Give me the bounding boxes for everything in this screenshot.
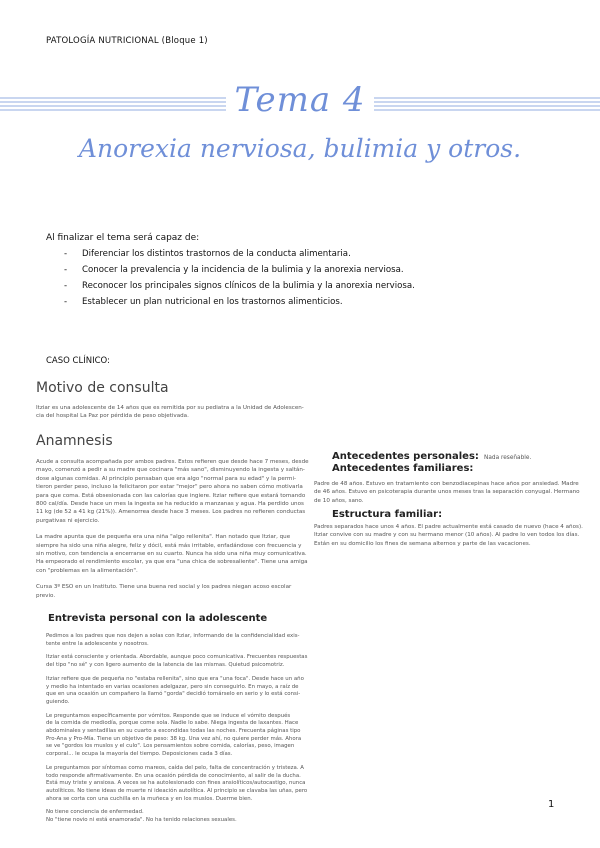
paragraph: [36, 583, 311, 600]
text-line: guiendo.: [46, 698, 70, 705]
text-line: Pro-Ana y Pro-Mía. Tiene un objetivo de peso: 38 kg. Una vez ahí, no quiere perder más. Ahora: [46, 735, 302, 742]
case-label: CASO CLÍNICO:: [46, 356, 110, 366]
motivo-text: [36, 404, 306, 421]
objective-text: Diferenciar los distintos trastornos de la conducta alimentaria.: [82, 249, 351, 259]
text-line: se ve "gordos los muslos y el culo". Los pensamientos sobre comida, calorías, peso, imagen: [46, 743, 295, 750]
text-line: corporal... le ocupa la mayoría del tiempo. Deposiciones cada 3 días.: [46, 751, 233, 758]
text-line: cia del hospital La Paz por pérdida de peso objetivada.: [36, 413, 189, 420]
objective-item: - Reconocer los principales signos clínicos de la bulimia y la anorexia nerviosa.: [64, 281, 415, 291]
text-line: Ha empeorado el rendimiento escolar, ya que era "una chica de sobresaliente". Tiene una amiga: [36, 559, 308, 566]
text-line: ahora se corta con una cuchilla en la muñeca y en los muslos. Duerme bien.: [46, 795, 253, 802]
objectives-list: [64, 249, 415, 313]
text-line: Itziar está consciente y orientada. Abordable, aunque poco comunicativa. Frecuentes respuestas: [46, 654, 308, 661]
anamnesis-text: [36, 458, 311, 600]
paragraph: [46, 713, 316, 759]
text-line: tieron perder peso, incluso la felicitaron por estar "mejor" pero ahora no saben cómo motivarla: [36, 484, 303, 491]
text-line: Itziar refiere que de pequeña no "estaba rellenita", sino que era "una foca". Desde hace un año: [46, 675, 304, 682]
objective-text: Establecer un plan nutricional en los trastornos alimenticios.: [82, 297, 343, 307]
text-line: Acude a consulta acompañada por ambos padres. Estos refieren que desde hace 7 meses, desde: [36, 459, 309, 465]
page-number: 1: [548, 799, 555, 810]
paragraph: [46, 633, 316, 648]
entrevista-heading: Entrevista personal con la adolescente: [48, 613, 268, 624]
text-line: Le preguntamos por síntomas como mareos, caída del pelo, falta de concentración y tristeza. A: [46, 764, 304, 771]
text-line: siempre ha sido una niña alegre, feliz y dócil, está más irritable, enfadándose con frecuencia y: [36, 542, 302, 549]
paragraph: [36, 533, 311, 575]
text-line: La madre apunta que de pequeña era una niña "algo rellenita". Han notado que Itziar, que: [36, 534, 291, 541]
text-line: Cursa 3º ESO en un Instituto. Tiene una buena red social y los padres niegan acoso escolar previo.: [36, 584, 292, 599]
text-line: con "problemas en la alimentación".: [36, 567, 138, 574]
text-line: No "tiene novio ni está enamorada". No ha tenido relaciones sexuales.: [46, 817, 237, 824]
paragraph: [46, 809, 316, 824]
text-line: Itziar convive con su madre y con su hermano menor (10 años). Al padre lo ven todos los días.: [314, 532, 580, 539]
topic-number: [0, 80, 600, 120]
text-line: Está muy triste y ansiosa. A veces se ha autolesionado con fines ansiolíticos/autocastigo, nunca: [46, 780, 306, 787]
text-line: No tiene conciencia de enfermedad.: [46, 809, 144, 816]
familiares-heading: Antecedentes familiares:: [332, 463, 474, 474]
text-line: abdominales y sentadillas en su cuarto a escondidas todas las noches. Frecuenta páginas tipo: [46, 728, 301, 735]
paragraph: [36, 458, 311, 525]
text-line: Padres separados hace unos 4 años. El padre actualmente está casado de nuevo (hace 4 años).: [314, 524, 583, 530]
objective-item: - Establecer un plan nutricional en los trastornos alimenticios.: [64, 297, 343, 307]
text-line: de 46 años. Estuvo en psicoterapia durante unos meses tras la separación conyugal. Hermano: [314, 489, 580, 496]
estructura-heading: Estructura familiar:: [332, 509, 443, 520]
objective-text: Conocer la prevalencia y la incidencia de la bulimia y la anorexia nerviosa.: [82, 265, 404, 275]
personales-value: Nada reseñable.: [484, 455, 532, 461]
paragraph: [46, 765, 316, 804]
text-line: dose algunas comidas. Al principio pensaban que era algo "normal para su edad" y la permi-: [36, 475, 297, 482]
estructura-text: [314, 523, 594, 548]
text-line: del tipo "no sé" y con ligero aumento de la latencia de las mismas. Quietud psicomotriz.: [46, 662, 285, 669]
text-line: de 10 años, sano.: [314, 497, 364, 504]
text-line: tente entre la adolescente y nosotros.: [46, 640, 149, 647]
paragraph: [46, 654, 316, 669]
objective-item: - Conocer la prevalencia y la incidencia de la bulimia y la anorexia nerviosa.: [64, 265, 404, 275]
text-line: autolíticos. No tiene ideas de muerte ni ideación autolítica. Al principio se clavaba las uñas, pero: [46, 787, 308, 794]
personales-heading: Antecedentes personales:: [332, 451, 479, 462]
objective-text: Reconocer los principales signos clínicos de la bulimia y la anorexia nerviosa.: [82, 281, 415, 291]
text-line: Itziar es una adolescente de 14 años que es remitida por su pediatra a la Unidad de Adolescen-: [36, 405, 304, 411]
text-line: Pedimos a los padres que nos dejen a solas con Itziar, informando de la confidencialidad exis-: [46, 633, 300, 639]
objectives-intro: Al finalizar el tema será capaz de:: [46, 233, 200, 243]
text-line: purgativas ni ejercicio.: [36, 517, 100, 524]
text-line: sin motivo, con tendencia a encerrarse en su cuarto. Nunca ha sido una niña muy comunicativa.: [36, 551, 307, 558]
text-line: que en una ocasión un compañero la llamó "gorda" decidió tomárselo en serio y lo está consi-: [46, 691, 301, 698]
text-line: Padre de 48 años. Estuvo en tratamiento con benzodiacepinas hace años por ansiedad. Madre: [314, 481, 579, 487]
text-line: mayo, comenzó a pedir a su madre que cocinara "más sano", disminuyendo la ingesta y saltán-: [36, 467, 305, 474]
entrevista-text: [46, 633, 316, 825]
motivo-heading: Motivo de consulta: [36, 380, 169, 396]
text-line: de la comida de mediodía, porque come sola. Nadie lo sabe. Niega ingesta de laxantes. Hace: [46, 720, 299, 727]
text-line: para que coma. Está obsesionada con las calorías que ingiere. Itziar refiere que estará tomando: [36, 492, 306, 499]
topic-number-text: Tema 4: [226, 80, 373, 120]
familiares-text: [314, 480, 594, 505]
anamnesis-heading: Anamnesis: [36, 433, 113, 449]
paragraph: [46, 676, 316, 707]
text-line: y medio ha intentado en varias ocasiones adelgazar, pero sin conseguirlo. En mayo, a raíz de: [46, 683, 299, 690]
document-header: PATOLOGÍA NUTRICIONAL (Bloque 1): [46, 36, 208, 46]
text-line: todo responde afirmativamente. En una ocasión pérdida de conocimiento, al salir de la ducha.: [46, 772, 301, 779]
topic-subtitle: Anorexia nerviosa, bulimia y otros.: [78, 134, 522, 163]
text-line: Están en su domicilio los fines de semana alternos y parte de las vacaciones.: [314, 540, 531, 547]
objective-item: - Diferenciar los distintos trastornos de la conducta alimentaria.: [64, 249, 351, 259]
text-line: Le preguntamos específicamente por vómitos. Responde que se induce el vómito después: [46, 712, 291, 719]
text-line: 11 kg (de 52 a 41 kg (21%)). Amenorrea desde hace 3 meses. Los padres no refieren conductas: [36, 509, 306, 516]
text-line: 800 cal/día. Desde hace un mes la ingesta se ha reducido a manzanas y agua. Ha perdido unos: [36, 501, 304, 508]
antecedentes-personales: [332, 444, 592, 463]
